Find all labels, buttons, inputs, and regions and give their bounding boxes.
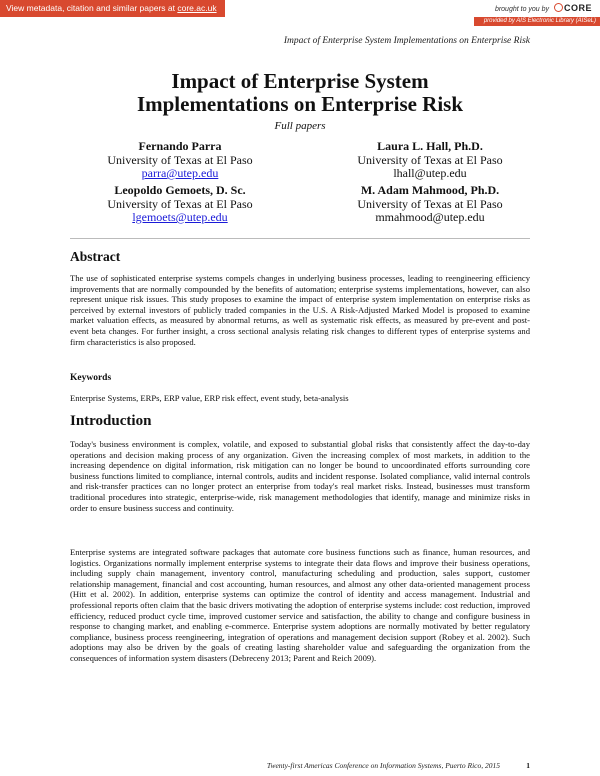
author-affiliation: University of Texas at El Paso <box>357 152 503 167</box>
introduction-heading: Introduction <box>70 413 152 429</box>
author-affiliation: University of Texas at El Paso <box>107 152 253 167</box>
core-ac-uk-link[interactable]: core.ac.uk <box>177 3 217 13</box>
author-block-2 <box>310 140 550 181</box>
author-block-3 <box>60 184 300 225</box>
brought-to-you-by[interactable] <box>495 3 592 13</box>
page-footer: Twenty-first Americas Conference on Information Systems, Puerto Rico, 2015 <box>266 761 500 770</box>
author-email: mmahmood@utep.edu <box>375 210 485 224</box>
keywords-text: Enterprise Systems, ERPs, ERP value, ERP risk effect, event study, beta-analysis <box>70 393 349 403</box>
introduction-paragraph-2: Enterprise systems are integrated software packages that automate core business functions such as finance, human resources, and logistics. Organizations normally implement enterprise systems to integrate their data flows and improve their business operations, including supply chain management, inventory control, manufacturing scheduling and production, sales support, customer relationship management, financial and cost accounting, human resources, and almost any other data-oriented management process (Hitt et al. 2002). In addition, enterprise systems can optimize the control of identity and access management. Industrial and professional reports often claim that the basic drivers motivating the adoption of enterprise systems include: cost reduction, improved efficiency, reduced product cycle time, improved customer service and satisfaction, the ability to change and configure business in response to changing market, and enabling e-commerce. Enterprise system adoptions are normally motivated by better regulatory compliance, business process reengineering, integration of operations and management decision support (Robey et al. 2002). Such adoptions may also be driven by the goals of creating lasting shareholder value and safeguarding the organization from the consequences of information system disasters (Debreceny 2013; Parent and Reich 2009). <box>70 547 530 663</box>
author-email-link[interactable]: lgemoets@utep.edu <box>132 210 228 224</box>
provided-by-badge[interactable]: provided by AIS Electronic Library (AISeL) <box>474 17 600 26</box>
page-number: 1 <box>526 761 530 770</box>
paper-title <box>0 70 600 116</box>
core-banner <box>0 0 600 26</box>
introduction-paragraph-1: Today's business environment is complex, volatile, and exposed to substantial global risks that consistently affect the day-to-day operations and decision making process of any organization. Given the increasing complex of most markets, in addition to the increasing dependence on digital information, risk mitigation can no longer be bound to uncoordinated efforts surrounding core business functions limited to compliance, internal controls, audits and incident response. Isolated compliance, valid internal controls and risk-transfer practices can no longer protect an enterprise from today's real market risks. Instead, businesses must transform traditional procedures into strategic, enterprise-wide, risk management methodologies that identify, manage and minimize risks in order to ensure business success and continuity. <box>70 439 530 513</box>
author-block-1 <box>60 140 300 181</box>
title-line-1: Impact of Enterprise System <box>171 69 429 93</box>
author-email-link[interactable]: parra@utep.edu <box>141 166 219 180</box>
abstract-text: The use of sophisticated enterprise systems compels changes in underlying business processes, leading to reengineering efficiency improvements that are normally compounded by the benefits of automation; enterprise systems implementations, however, can also represent unique risk issues. This study proposes to examine the impact of enterprise system implementation on enterprise risks as perceived by external investors of publicly traded companies in the U.S. A Risk-Adjusted Marked Model is proposed to examine market valuation effects, as measured by abnormal returns, as well as systematic risk effects, as measured by pre-event and post-event beta changes. For further insight, a cross sectional analysis relating risk changes to different types of enterprise systems and firm characteristics is also proposed. <box>70 273 530 347</box>
core-logo-icon <box>554 3 563 12</box>
author-block-4 <box>310 184 550 225</box>
author-affiliation: University of Texas at El Paso <box>357 196 503 211</box>
paper-subtitle: Full papers <box>274 120 326 132</box>
keywords-heading: Keywords <box>70 373 112 383</box>
brought-text: brought to you by <box>494 6 550 13</box>
title-line-2: Implementations on Enterprise Risk <box>136 92 464 116</box>
section-divider <box>70 238 530 239</box>
author-name: Laura L. Hall, Ph.D. <box>377 139 483 153</box>
view-metadata-text: View metadata, citation and similar papers at <box>6 3 178 13</box>
author-email: lhall@utep.edu <box>393 166 467 180</box>
view-metadata-link[interactable] <box>0 0 225 17</box>
abstract-heading: Abstract <box>70 249 121 264</box>
core-logo: CORE <box>563 3 592 13</box>
author-name: Leopoldo Gemoets, D. Sc. <box>114 183 246 197</box>
author-affiliation: University of Texas at El Paso <box>107 196 253 211</box>
author-name: Fernando Parra <box>138 139 222 153</box>
running-head: Impact of Enterprise System Implementations on Enterprise Risk <box>283 36 530 46</box>
author-name: M. Adam Mahmood, Ph.D. <box>360 183 500 197</box>
